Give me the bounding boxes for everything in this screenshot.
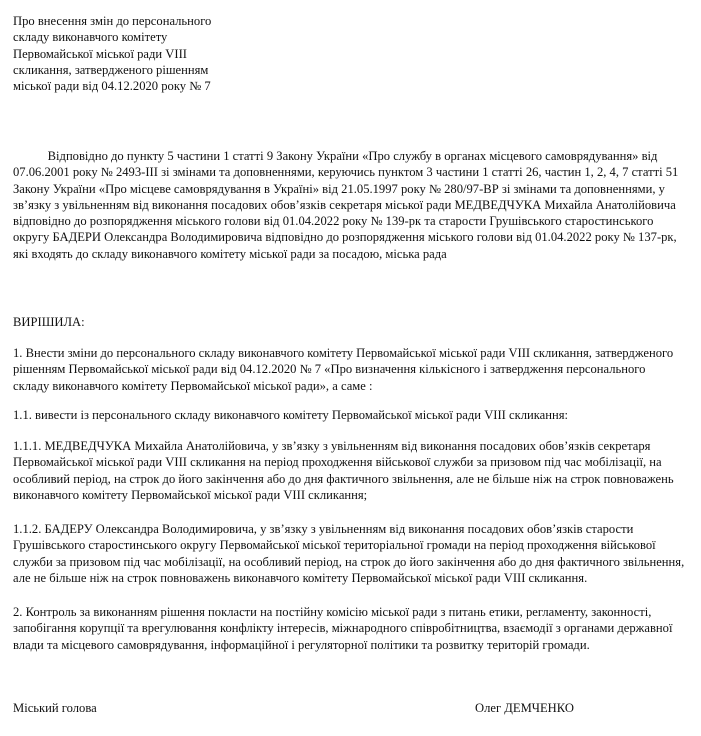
preamble-line: округу БАДЕРИ Олександра Володимировича відповідно до розпорядження міського голови від 01.04.2022 року № 137-рк, xyxy=(13,230,677,245)
preamble-line: які входять до складу виконавчого комітету міської ради за посадою, міська рада xyxy=(13,246,447,261)
resolved-heading-text: ВИРІШИЛА: xyxy=(13,315,85,329)
item-1-line: рішенням Первомайської міської ради від 04.12.2020 № 7 «Про визначення кількісного і затвердження персонального xyxy=(13,362,646,377)
document-title xyxy=(13,13,693,94)
preamble-line: зв’язку з увільненням від виконання посадових обов’язків секретаря міської ради МЕДВЕДЧУКА Михайла Анатолійовича xyxy=(13,197,676,212)
item-1-1-line: 1.1. вивести із персонального складу виконавчого комітету Первомайської міської ради VIII скликання: xyxy=(13,408,569,422)
item-2-line: запобігання корупції та врегулювання конфлікту інтересів, міжнародного співробітництва, взаємодії з органами державної xyxy=(13,621,673,636)
item-2-line: влади та місцевого самоврядування, інформаційної і регуляторної політики та розвитку територій громади. xyxy=(13,637,590,652)
item-1-1-1-line: особливий період, на строк до його закінчення або до дня фактичного звільнення, але не більше ніж на строк повноважень xyxy=(13,471,674,486)
signature-role: Міський голова xyxy=(13,701,97,715)
item-1-1-2-line: 1.1.2. БАДЕРУ Олександра Володимировича, у зв’язку з увільненням від виконання посадових обов’язків старости xyxy=(13,522,634,536)
signature-name: Олег ДЕМЧЕНКО xyxy=(475,701,574,715)
preamble-line: Відповідно до пункту 5 частини 1 статті 9 Закону України «Про службу в органах місцевого самоврядування» від xyxy=(13,149,658,163)
item-1-line: 1. Внести зміни до персонального складу виконавчого комітету Первомайської міської ради VIII скликання, затвердженого xyxy=(13,346,674,360)
item-1-1-2-line: Грушівського старостинського округу Первомайської міської територіальної громади на період проходження військової xyxy=(13,538,656,553)
item-1-1-paragraph xyxy=(13,407,693,423)
item-1-line: складу виконавчого комітету Первомайської міської ради», а саме : xyxy=(13,378,373,393)
item-2-line: 2. Контроль за виконанням рішення покласти на постійну комісію міської ради з питань етики, регламенту, законності, xyxy=(13,605,652,619)
title-line: Первомайської міської ради VIII xyxy=(13,46,187,61)
preamble-line: Закону України «Про місцеве самоврядування в Україні» від 21.05.1997 року № 280/97-ВР зі змінами та доповненнями, у xyxy=(13,181,665,196)
title-line: скликання, затвердженого рішенням xyxy=(13,62,209,77)
resolved-heading xyxy=(13,314,693,330)
title-line: складу виконавчого комітету xyxy=(13,30,168,45)
item-1-1-1-line: 1.1.1. МЕДВЕДЧУКА Михайла Анатолійовича, у зв’язку з увільненням від виконання посадових обов’язків секретаря xyxy=(13,439,651,453)
preamble-line: 07.06.2001 року № 2493-ІІІ зі змінами та доповненнями, керуючись пунктом 3 частини 1 статті 26, частин 1, 2, 4, 7 статті 51 xyxy=(13,165,679,180)
item-1-1-1-line: виконавчого комітету Первомайської міської ради VIII скликання; xyxy=(13,487,368,502)
item-2-paragraph xyxy=(13,604,693,653)
item-1-1-2-line: але не більше ніж на строк повноважень виконавчого комітету Первомайської міської ради VIII скликання. xyxy=(13,570,588,585)
item-1-1-2-paragraph xyxy=(13,521,693,586)
title-line: Про внесення змін до персонального xyxy=(13,14,212,28)
item-1-1-1-line: Первомайської міської ради VIII скликання на період проходження військової служби за призовом під час мобілізації, на xyxy=(13,455,662,470)
title-line: міської ради від 04.12.2020 року № 7 xyxy=(13,79,211,94)
preamble-line: відповідно до розпорядження міського голови від 01.04.2022 року № 139-рк та старости Грушівського старостинського xyxy=(13,214,654,229)
item-1-1-1-paragraph xyxy=(13,438,693,503)
item-1-paragraph xyxy=(13,345,693,394)
item-1-1-2-line: служби за призовом під час мобілізації, на особливий період, на строк до його закінчення або до дня фактичного звільнення, xyxy=(13,554,685,569)
signature-block xyxy=(13,700,693,717)
preamble-paragraph xyxy=(13,148,693,262)
